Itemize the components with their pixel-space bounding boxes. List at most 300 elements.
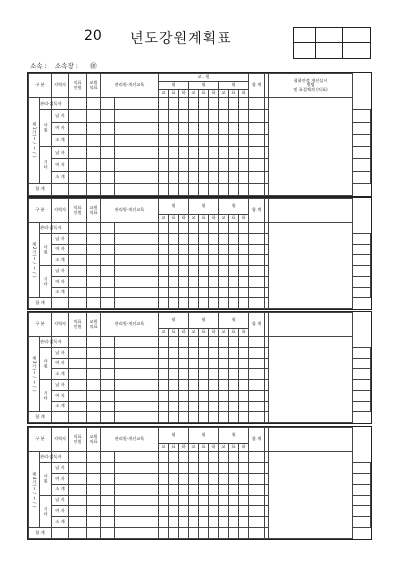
data-cell (209, 484, 219, 495)
data-cell (229, 462, 239, 473)
data-cell (69, 517, 87, 528)
data-cell (69, 473, 87, 484)
data-cell (249, 506, 265, 517)
row-label: 남 자 (52, 347, 69, 358)
data-cell (69, 369, 87, 380)
data-cell (249, 134, 265, 146)
data-cell (219, 266, 229, 277)
data-cell (265, 298, 269, 309)
data-cell (115, 134, 159, 146)
data-cell (69, 159, 87, 171)
data-cell (189, 98, 199, 110)
data-cell (189, 517, 199, 528)
header-week: 표 (229, 329, 239, 337)
data-cell (219, 495, 229, 506)
data-cell (69, 337, 87, 348)
data-cell (199, 183, 209, 195)
data-cell (169, 266, 179, 277)
header-week: 하 (179, 90, 189, 98)
data-cell (101, 495, 115, 506)
data-cell (229, 347, 239, 358)
data-cell (239, 183, 249, 195)
data-cell (199, 110, 209, 122)
data-cell (189, 266, 199, 277)
data-cell (229, 517, 239, 528)
data-cell (249, 452, 265, 463)
row-label: 소 계 (52, 517, 69, 528)
data-cell (69, 255, 87, 266)
data-cell (159, 337, 169, 348)
data-cell (209, 266, 219, 277)
data-cell (219, 159, 229, 171)
data-cell (101, 484, 115, 495)
data-cell (353, 110, 371, 122)
data-cell (179, 255, 189, 266)
header-week: 표 (229, 215, 239, 223)
data-cell (239, 337, 249, 348)
header-text: 익표 (89, 323, 98, 329)
data-cell (52, 183, 69, 195)
data-cell (265, 255, 269, 266)
data-cell (69, 134, 87, 146)
header-text: 익표 (73, 205, 82, 211)
data-cell (179, 380, 189, 391)
data-cell (249, 495, 265, 506)
data-cell (209, 517, 219, 528)
data-cell (159, 506, 169, 517)
data-cell (239, 298, 249, 309)
data-cell (199, 171, 209, 183)
data-cell (199, 287, 209, 298)
data-cell (229, 506, 239, 517)
data-cell (229, 159, 239, 171)
data-cell (249, 122, 265, 134)
table-row (29, 98, 371, 110)
data-cell (189, 452, 199, 463)
data-cell (199, 401, 209, 412)
data-cell (169, 244, 179, 255)
affiliation-line (30, 61, 97, 70)
data-cell (189, 147, 199, 159)
data-cell (179, 390, 189, 401)
data-cell (169, 255, 179, 266)
data-cell (69, 495, 87, 506)
header-week: 표 (169, 215, 179, 223)
header-week: 표 (199, 90, 209, 98)
data-cell (249, 484, 265, 495)
data-cell (239, 266, 249, 277)
data-cell (179, 266, 189, 277)
data-cell (169, 390, 179, 401)
data-cell (209, 244, 219, 255)
quarter-label: 제1기(~ / ~ / ) (29, 98, 40, 184)
data-cell (179, 358, 189, 369)
data-cell (199, 159, 209, 171)
data-cell (249, 147, 265, 159)
header-week: 하 (179, 215, 189, 223)
data-cell (159, 147, 169, 159)
data-cell (169, 233, 179, 244)
data-cell (199, 452, 209, 463)
header-week: 표 (199, 215, 209, 223)
row-group-label: 사원 (40, 110, 52, 147)
data-cell (87, 98, 101, 110)
data-cell (87, 147, 101, 159)
data-cell (189, 171, 199, 183)
header-week: 하 (209, 444, 219, 452)
data-cell (239, 134, 249, 146)
data-cell (87, 412, 101, 423)
data-cell (265, 412, 269, 423)
affiliation-head-label: 소속장 : (54, 62, 78, 70)
remarks-cell (269, 98, 353, 196)
data-cell (159, 122, 169, 134)
data-cell (101, 298, 115, 309)
header-week: 하 (179, 329, 189, 337)
header-target-a (69, 428, 87, 452)
data-cell (179, 452, 189, 463)
data-cell (265, 276, 269, 287)
data-cell (179, 98, 189, 110)
row-label: 남 자 (52, 233, 69, 244)
data-cell (189, 380, 199, 391)
data-cell (169, 159, 179, 171)
header-week: 하 (209, 329, 219, 337)
data-cell (115, 462, 159, 473)
data-cell (179, 369, 189, 380)
table-row (29, 223, 371, 234)
data-cell (87, 255, 101, 266)
data-cell (229, 233, 239, 244)
data-cell (249, 171, 265, 183)
data-cell (169, 276, 179, 287)
header-week: 교 (189, 329, 199, 337)
data-cell (353, 159, 371, 171)
data-cell (69, 358, 87, 369)
data-cell (115, 358, 159, 369)
header-text: 인원 (73, 323, 82, 329)
data-cell (209, 233, 219, 244)
data-cell (101, 266, 115, 277)
data-cell (101, 255, 115, 266)
data-cell (115, 110, 159, 122)
data-cell (209, 171, 219, 183)
data-cell (265, 401, 269, 412)
data-cell (69, 380, 87, 391)
data-cell (189, 473, 199, 484)
row-label: 소 계 (52, 171, 69, 183)
data-cell (159, 171, 169, 183)
data-cell (87, 517, 101, 528)
data-cell (169, 380, 179, 391)
data-cell (239, 122, 249, 134)
data-cell (101, 287, 115, 298)
data-cell (219, 287, 229, 298)
data-cell (101, 223, 115, 234)
data-cell (159, 380, 169, 391)
data-cell (239, 369, 249, 380)
data-cell (189, 255, 199, 266)
data-cell (229, 298, 239, 309)
header-total: 합 계 (249, 428, 265, 452)
data-cell (169, 223, 179, 234)
data-cell (199, 495, 209, 506)
data-cell (101, 337, 115, 348)
header-text: 교원 (89, 80, 98, 86)
data-cell (115, 233, 159, 244)
data-cell (219, 517, 229, 528)
data-cell (169, 287, 179, 298)
data-cell (179, 528, 189, 539)
data-cell (115, 266, 159, 277)
row-label: 여 자 (52, 244, 69, 255)
data-cell (199, 122, 209, 134)
quarter-label: 제3기(~ / ~ / ) (29, 337, 40, 412)
data-cell (179, 159, 189, 171)
data-cell (169, 452, 179, 463)
data-cell (101, 412, 115, 423)
data-cell (199, 517, 209, 528)
data-cell (115, 347, 159, 358)
data-cell (115, 147, 159, 159)
data-cell (239, 147, 249, 159)
data-cell (189, 337, 199, 348)
data-cell (87, 266, 101, 277)
header-staff: 지역자 (52, 313, 69, 337)
row-label: 여 자 (52, 358, 69, 369)
row-group-label: 기타 (40, 266, 52, 298)
data-cell (265, 347, 269, 358)
header-week: 표 (199, 444, 209, 452)
data-cell (265, 110, 269, 122)
data-cell (353, 233, 371, 244)
header-month: 월 (219, 428, 249, 444)
data-cell (219, 528, 229, 539)
data-cell (179, 495, 189, 506)
header-text: 익표 (89, 209, 98, 215)
header-month: 월 (159, 82, 189, 90)
data-cell (209, 122, 219, 134)
data-cell (209, 98, 219, 110)
table-row (29, 452, 371, 463)
data-cell (249, 233, 265, 244)
data-cell (69, 266, 87, 277)
data-cell (169, 369, 179, 380)
data-cell (199, 473, 209, 484)
data-cell (169, 462, 179, 473)
data-cell (249, 255, 265, 266)
data-cell (249, 337, 265, 348)
data-cell (229, 337, 239, 348)
header-week: 교 (219, 329, 229, 337)
data-cell (249, 401, 265, 412)
data-cell (249, 517, 265, 528)
data-cell (69, 122, 87, 134)
row-label: 소 계 (52, 484, 69, 495)
data-cell (249, 358, 265, 369)
data-cell (265, 517, 269, 528)
data-cell (219, 298, 229, 309)
data-cell (239, 528, 249, 539)
data-cell (87, 401, 101, 412)
data-cell (179, 412, 189, 423)
data-cell (353, 276, 371, 287)
header-week: 하 (239, 90, 249, 98)
title-year: 20 (84, 28, 102, 44)
data-cell (239, 347, 249, 358)
data-cell (101, 147, 115, 159)
header-total: 합 계 (249, 74, 265, 98)
header-week: 하 (209, 215, 219, 223)
data-cell (159, 390, 169, 401)
header-month: 월 (219, 313, 249, 329)
data-cell (229, 223, 239, 234)
data-cell (101, 276, 115, 287)
header-week: 하 (209, 90, 219, 98)
header-course: 관리원·개선교육 (101, 428, 159, 452)
header-text: 익표 (73, 434, 82, 440)
data-cell (249, 473, 265, 484)
data-cell (189, 484, 199, 495)
data-cell (189, 401, 199, 412)
data-cell (69, 528, 87, 539)
data-cell (115, 495, 159, 506)
data-cell (189, 134, 199, 146)
data-cell (265, 183, 269, 195)
data-cell (179, 506, 189, 517)
data-cell (189, 244, 199, 255)
data-cell (199, 347, 209, 358)
header-category: 구 분 (29, 313, 52, 337)
data-cell (179, 134, 189, 146)
data-cell (353, 506, 371, 517)
data-cell (239, 506, 249, 517)
data-cell (159, 110, 169, 122)
row-label: 남 자 (52, 147, 69, 159)
data-cell (69, 412, 87, 423)
header-remarks (269, 428, 353, 452)
data-cell (87, 462, 101, 473)
data-cell (229, 266, 239, 277)
header-target-b (87, 313, 101, 337)
data-cell (87, 159, 101, 171)
data-cell (249, 183, 265, 195)
data-cell (249, 412, 265, 423)
row-group-label: 사원 (40, 347, 52, 379)
data-cell (229, 401, 239, 412)
header-week: 교 (219, 444, 229, 452)
data-cell (189, 462, 199, 473)
data-cell (265, 495, 269, 506)
data-cell (199, 147, 209, 159)
data-cell (179, 244, 189, 255)
data-cell (179, 276, 189, 287)
header-target-a (69, 199, 87, 223)
data-cell (69, 171, 87, 183)
data-cell (239, 244, 249, 255)
data-cell (229, 255, 239, 266)
data-cell (209, 528, 219, 539)
data-cell (265, 266, 269, 277)
header-week: 교 (189, 215, 199, 223)
data-cell (265, 134, 269, 146)
row-label: 남 자 (52, 110, 69, 122)
header-week: 교 (189, 90, 199, 98)
remarks-cell (269, 452, 353, 539)
header-text: 교원 (89, 319, 98, 325)
data-cell (159, 358, 169, 369)
data-cell (169, 528, 179, 539)
data-cell (219, 358, 229, 369)
data-cell (239, 517, 249, 528)
data-cell (249, 347, 265, 358)
data-cell (239, 255, 249, 266)
data-cell (101, 159, 115, 171)
data-cell (265, 233, 269, 244)
data-cell (179, 484, 189, 495)
data-cell (229, 452, 239, 463)
data-cell (101, 401, 115, 412)
data-cell (69, 484, 87, 495)
data-cell (265, 462, 269, 473)
data-cell (219, 506, 229, 517)
row-label: 관리·감독자 (40, 452, 52, 463)
data-cell (169, 473, 179, 484)
data-cell (87, 244, 101, 255)
data-cell (101, 122, 115, 134)
data-cell (115, 171, 159, 183)
header-text: 인원 (73, 209, 82, 215)
header-week: 표 (229, 444, 239, 452)
data-cell (69, 183, 87, 195)
data-cell (159, 528, 169, 539)
data-cell (87, 390, 101, 401)
data-cell (353, 287, 371, 298)
data-cell (87, 287, 101, 298)
data-cell (159, 98, 169, 110)
data-cell (179, 183, 189, 195)
data-cell (115, 255, 159, 266)
data-cell (159, 266, 169, 277)
data-cell (199, 276, 209, 287)
data-cell (209, 358, 219, 369)
data-cell (101, 380, 115, 391)
data-cell (69, 276, 87, 287)
data-cell (189, 223, 199, 234)
data-cell (189, 183, 199, 195)
data-cell (69, 298, 87, 309)
data-cell (249, 287, 265, 298)
data-cell (229, 147, 239, 159)
data-cell (209, 506, 219, 517)
data-cell (209, 110, 219, 122)
data-cell (115, 159, 159, 171)
data-cell (209, 337, 219, 348)
data-cell (219, 473, 229, 484)
header-remarks (269, 313, 353, 337)
data-cell (199, 298, 209, 309)
data-cell (265, 369, 269, 380)
data-cell (115, 369, 159, 380)
data-cell (353, 255, 371, 266)
data-cell (179, 287, 189, 298)
table-row (29, 337, 371, 348)
data-cell (249, 276, 265, 287)
data-cell (219, 183, 229, 195)
data-cell (265, 244, 269, 255)
data-cell (209, 452, 219, 463)
header-week: 하 (239, 444, 249, 452)
